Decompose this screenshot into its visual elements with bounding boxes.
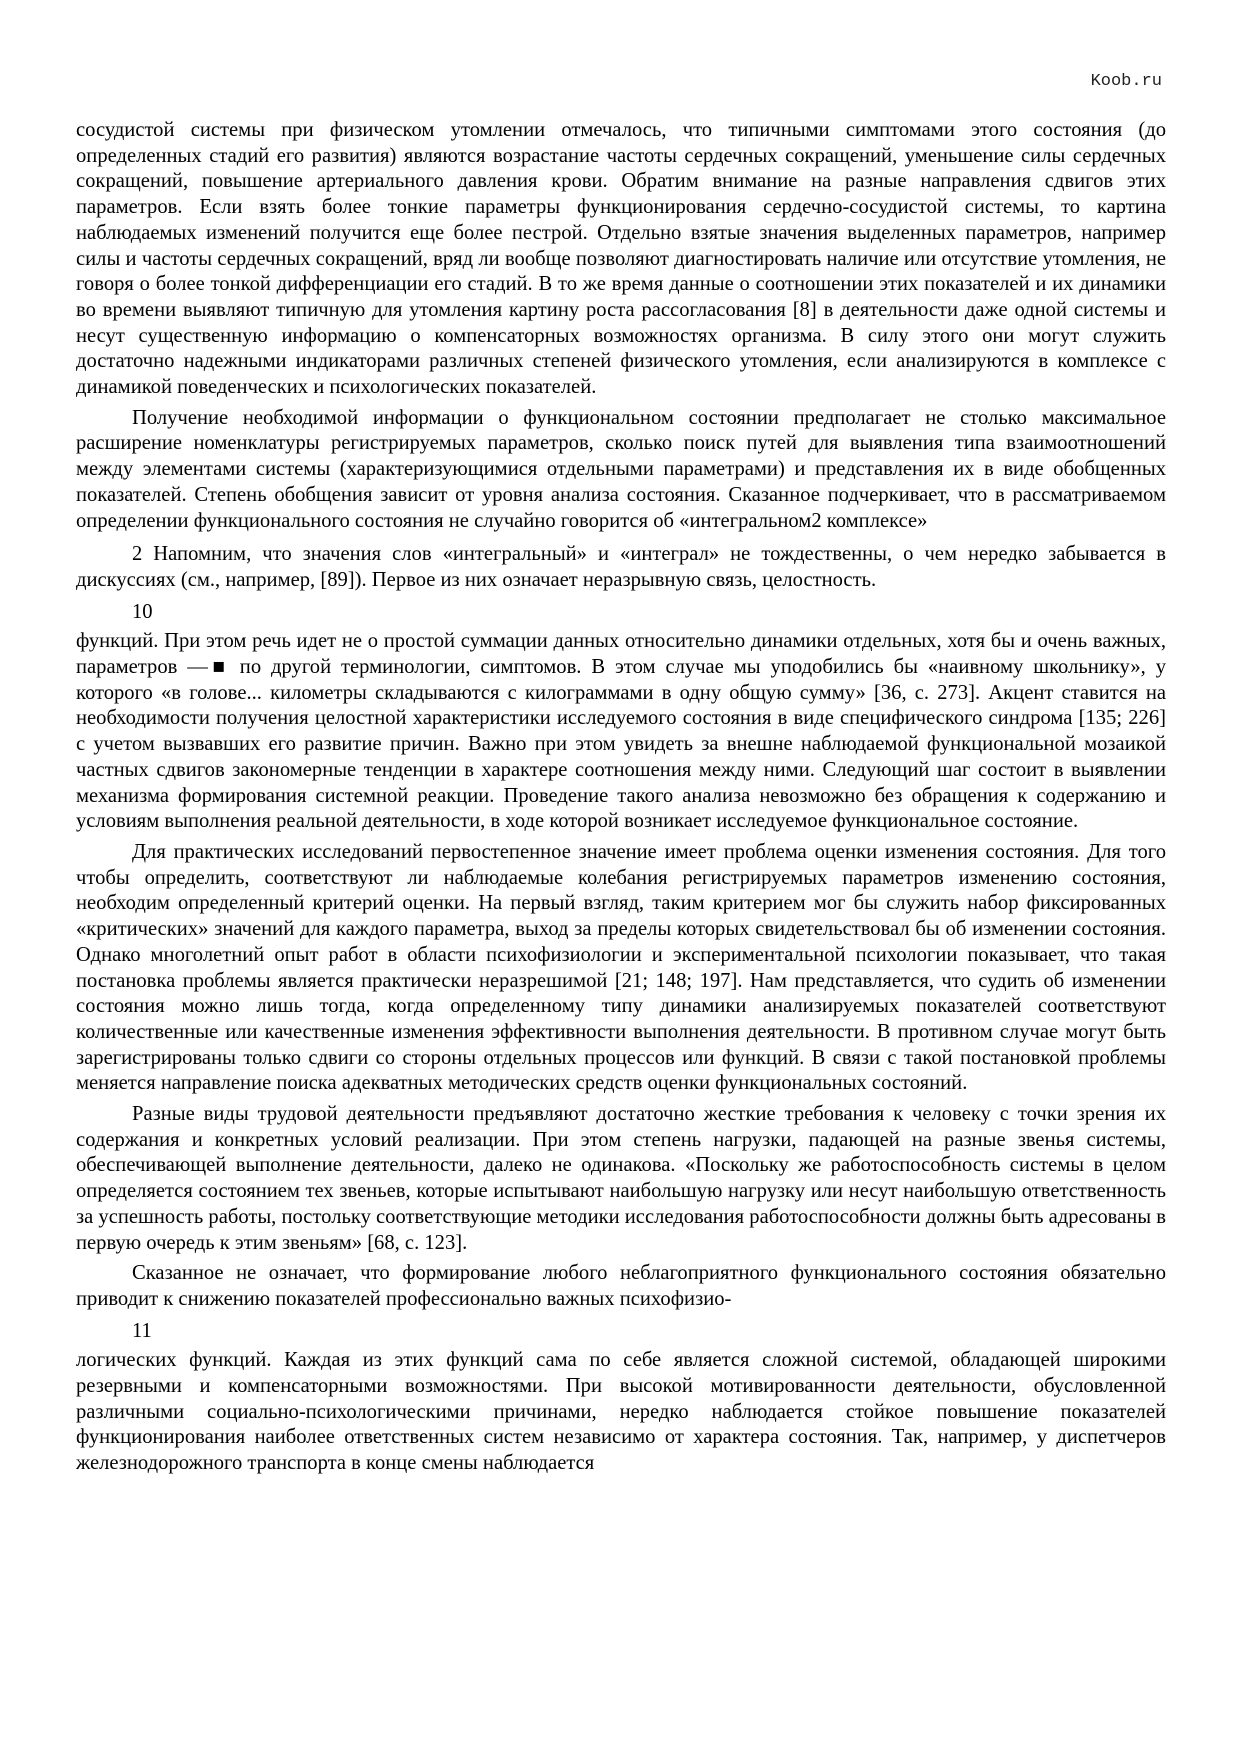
paragraph-1: сосудистой системы при физическом утомлении отмечалось, что типичными симптомами этого состояния (до определенных стадий его развития) являются возрастание частоты сердечных сокращений, уменьшение силы сердечных сокращений, повышение артериального давления крови. Обратим внимание на разные направления сдвигов этих параметров. Если взять более тонкие параметры функционирования сердечно-сосудистой системы, то картина наблюдаемых изменений получится еще более пестрой. Отдельно взятые значения выделенных параметров, например силы и частоты сердечных сокращений, вряд ли вообще позволяют диагностировать наличие или отсутствие утомления, не говоря о более тонкой дифференциации его стадий. В то же время данные о соотношении этих показателей и их динамики во времени выявляют типичную для утомления картину роста рассогласования [8] в деятельности даже одной системы и несут существенную информацию о компенсаторных возможностях организма. В силу этого они могут служить достаточно надежными индикаторами различных степеней физического утомления, если анализируются в комплексе с динамикой поведенческих и психологических показателей. [76,119,1166,399]
paragraph-7: логических функций. Каждая из этих функций сама по себе является сложной системой, обладающей широкими резервными и компенсаторными возможностями. При высокой мотивированности деятельности, обусловленной различными социально-психологическими причинами, нередко наблюдается стойкое повышение показателей функционирования наиболее ответственных систем независимо от характера состояния. Так, например, у диспетчеров железнодорожного транспорта в конце смены наблюдается [76,1349,1166,1475]
page-number-11: 11 [132,1319,152,1342]
paragraph-2: Получение необходимой информации о функциональном состоянии предполагает не столько максимальное расширение номенклатуры регистрируемых параметров, сколько поиск путей для выявления типа взаимоотношений между элементами системы (характеризующимися отдельными параметрами) и представления их в виде обобщенных показателей. Степень обобщения зависит от уровня анализа состояния. Сказанное подчеркивает, что в рассматриваемом определении функционального состояния не случайно говорится об «интегральном2 комплексе» [76,406,1166,532]
site-watermark: Koob.ru [1090,72,1162,91]
paragraph-3: функций. При этом речь идет не о простой суммации данных относительно динамики отдельных, хотя бы и очень важных, параметров —■ по другой терминологии, симптомов. В этом случае мы уподобились бы «наивному школьнику», у которого «в голове... километры складываются с килограммами в одну общую сумму» [36, с. 273]. Акцент ставится на необходимости получения целостной характеристики исследуемого состояния в виде специфического синдрома [135; 226] с учетом вызвавших его развитие причин. Важно при этом увидеть за внешне наблюдаемой функциональной мозаикой частных сдвигов закономерные тенденции в характере соотношения между ними. Следующий шаг состоит в выявлении механизма формирования системной реакции. Проведение такого анализа невозможно без обращения к содержанию и условиям выполнения реальной деятельности, в ходе которой возникает исследуемое функциональное состояние. [76,630,1166,833]
paragraph-5: Разные виды трудовой деятельности предъявляют достаточно жесткие требования к человеку с точки зрения их содержания и конкретных условий реализации. При этом степень нагрузки, падающей на разные звенья системы, обеспечивающей выполнение деятельности, далеко не одинакова. «Поскольку же работоспособность системы в целом определяется состоянием тех звеньев, которые испытывают наибольшую нагрузку или несут наибольшую ответственность за успешность работы, постольку соответствующие методики исследования работоспособности должны быть адресованы в первую очередь к этим звеньям» [68, с. 123]. [76,1103,1166,1254]
document-body [76,118,1166,1477]
footnote: 2 Напомним, что значения слов «интегральный» и «интеграл» не тождественны, о чем нередко забывается в дискуссиях (см., например, [89]). Первое из них означает неразрывную связь, целостность. [76,543,1166,591]
paragraph-6: Сказанное не означает, что формирование любого неблагоприятного функционального состояния обязательно приводит к снижению показателей профессионально важных психофизио- [76,1262,1166,1310]
paragraph-4: Для практических исследований первостепенное значение имеет проблема оценки изменения состояния. Для того чтобы определить, соответствуют ли наблюдаемые колебания регистрируемых параметров изменению состояния, необходим определенный критерий оценки. На первый взгляд, таким критерием мог бы служить набор фиксированных «критических» значений для каждого параметра, выход за пределы которых свидетельствовал бы об изменении состояния. Однако многолетний опыт работ в области психофизиологии и экспериментальной психологии показывает, что такая постановка проблемы является практически неразрешимой [21; 148; 197]. Нам представляется, что судить об изменении состояния можно лишь тогда, когда определенному типу динамики анализируемых показателей соответствуют количественные или качественные изменения эффективности выполнения деятельности. В противном случае могут быть зарегистрированы только сдвиги со стороны отдельных процессов или функций. В связи с такой постановкой проблемы меняется направление поиска адекватных методических средств оценки функциональных состояний. [76,840,1166,1095]
page-number-10: 10 [132,600,153,623]
